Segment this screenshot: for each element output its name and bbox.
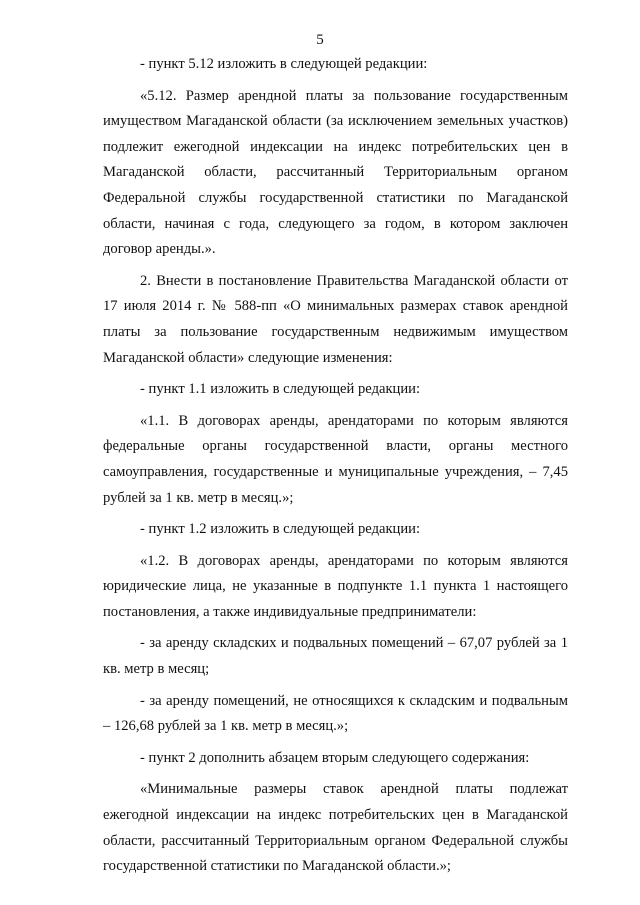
paragraph-item-5-12-instruction: - пункт 5.12 изложить в следующей редакции: bbox=[140, 56, 428, 72]
paragraph-amend-resolution: 2. Внести в постановление Правительства Магаданской области от 17 июля 2014 г. № 588-пп «О минимальных размерах ставок арендной платы за пользование государственным недвижимым имуществом Магаданской области» следующие изменения: bbox=[103, 272, 568, 366]
paragraph-item-1-2-text: «1.2. В договорах аренды, арендаторами по которым являются юридические лица, не указанные в подпункте 1.1 пункта 1 настоящего постановления, а также индивидуальные предприниматели: bbox=[103, 552, 568, 620]
paragraph-item-2-text: «Минимальные размеры ставок арендной платы подлежат ежегодной индексации на индекс потребительских цен в Магаданской области, рассчитанный Территориальным органом Федеральной службы государственной статистики по Магаданской области.»; bbox=[103, 781, 568, 875]
paragraph-item-1-2-instruction: - пункт 1.2 изложить в следующей редакции: bbox=[140, 521, 421, 538]
paragraph-item-1-1-instruction: - пункт 1.1 изложить в следующей редакции: bbox=[140, 381, 421, 398]
paragraph-item-5-12-text: «5.12. Размер арендной платы за пользование государственным имуществом Магаданской области (за исключением земельных участков) подлежит ежегодной индексации на индекс потребительских цен в Магаданской области, рассчитанный Территориальным органом Федеральной службы государственной статистики по Магаданской области, начиная с года, следующего за годом, в котором заключен договор аренды.». bbox=[103, 87, 568, 258]
document-body bbox=[103, 52, 568, 880]
paragraph-warehouse-rate: - за аренду складских и подвальных помещений – 67,07 рублей за 1 кв. метр в месяц; bbox=[103, 635, 568, 678]
paragraph-item-1-1-text: «1.1. В договорах аренды, арендаторами по которым являются федеральные органы государственной власти, органы местного самоуправления, государственные и муниципальные учреждения, – 7,45 рублей за 1 кв. метр в месяц.»; bbox=[103, 412, 568, 506]
paragraph-other-premises-rate: - за аренду помещений, не относящихся к складским и подвальным – 126,68 рублей за 1 кв. метр в месяц.»; bbox=[103, 692, 568, 735]
paragraph-item-2-instruction: - пункт 2 дополнить абзацем вторым следующего содержания: bbox=[140, 749, 530, 766]
page-number: 5 bbox=[316, 32, 324, 48]
